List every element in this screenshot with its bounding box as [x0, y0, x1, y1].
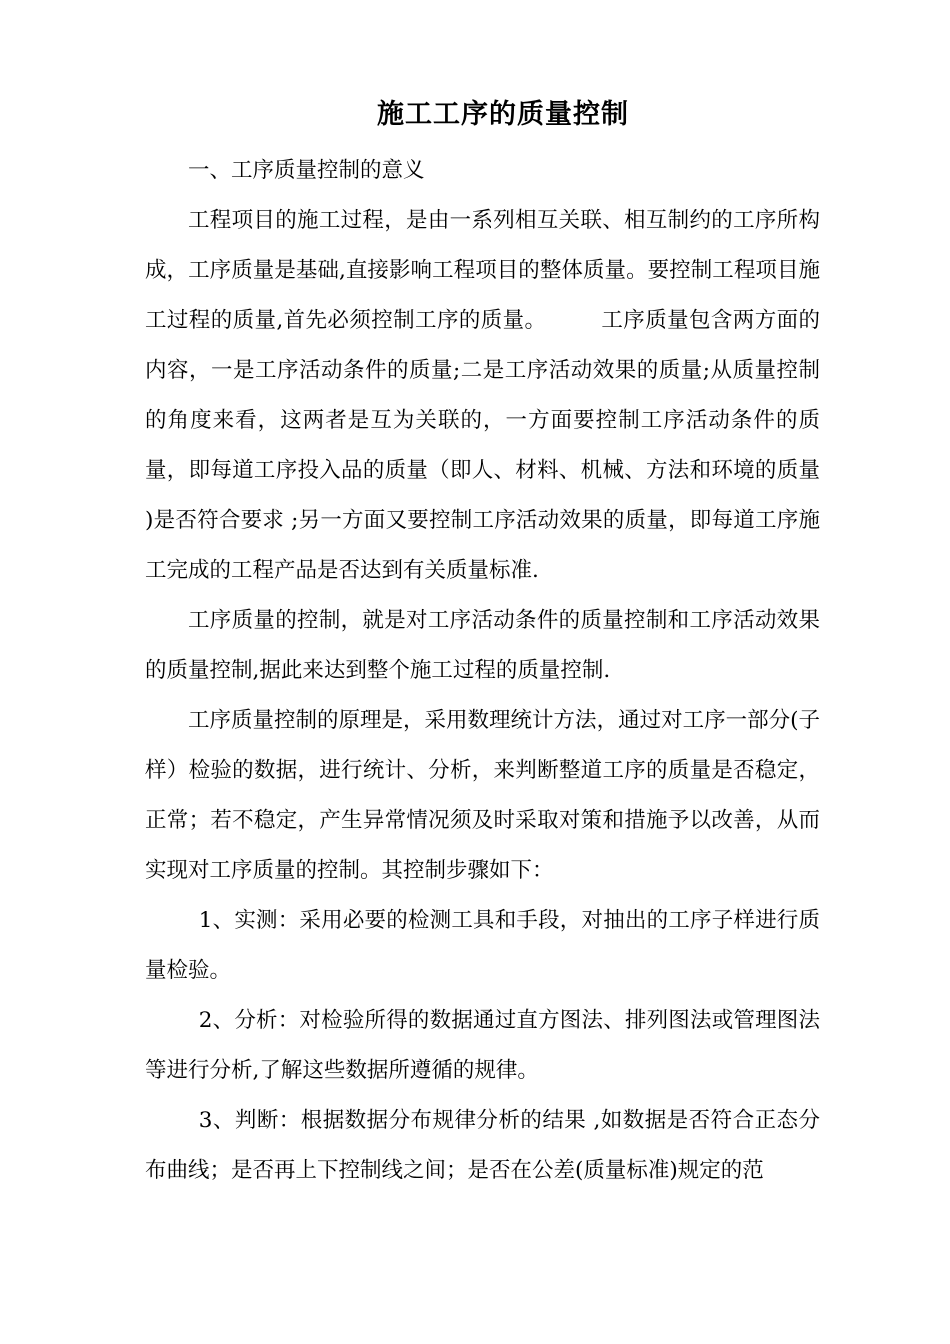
section-heading: 一、工序质量控制的意义 — [188, 158, 425, 183]
document-body — [145, 146, 820, 1196]
paragraph: 工程项目的施工过程，是由一系列相互关联、相互制约的工序所构成，工序质量是基础,直接影响工程项目的整体质量。要控制工程项目施工过程的质量,首先必须控制工序的质量。 工序质量包含两方面的内容，一是工序活动条件的质量;二是工序活动效果的质量;从质量控制的角度来看，这两者是互为关联的，一方面要控制工序活动条件的质量，即每道工序投入品的质量（即人、材料、机械、方法和环境的质量 )是否符合要求 ;另一方面又要控制工序活动效果的质量，即每道工序施工完成的工程产品是否达到有关质量标准. — [145, 208, 820, 583]
step-item: 1、实测：采用必要的检测工具和手段，对抽出的工序子样进行质量检验。 — [145, 908, 820, 983]
step-item: 2、分析：对检验所得的数据通过直方图法、排列图法或管理图法等进行分析,了解这些数据所遵循的规律。 — [145, 1008, 820, 1083]
paragraph: 工序质量的控制，就是对工序活动条件的质量控制和工序活动效果的质量控制,据此来达到整个施工过程的质量控制. — [145, 608, 820, 683]
step-item: 3、判断：根据数据分布规律分析的结果 ,如数据是否符合正态分布曲线；是否再上下控制线之间；是否在公差(质量标准)规定的范 — [145, 1108, 820, 1183]
page-title: 施工工序的质量控制 — [377, 99, 629, 130]
paragraph: 工序质量控制的原理是，采用数理统计方法，通过对工序一部分(子样）检验的数据，进行统计、分析，来判断整道工序的质量是否稳定，正常；若不稳定，产生异常情况须及时采取对策和措施予以改善，从而实现对工序质量的控制。其控制步骤如下： — [145, 708, 820, 883]
